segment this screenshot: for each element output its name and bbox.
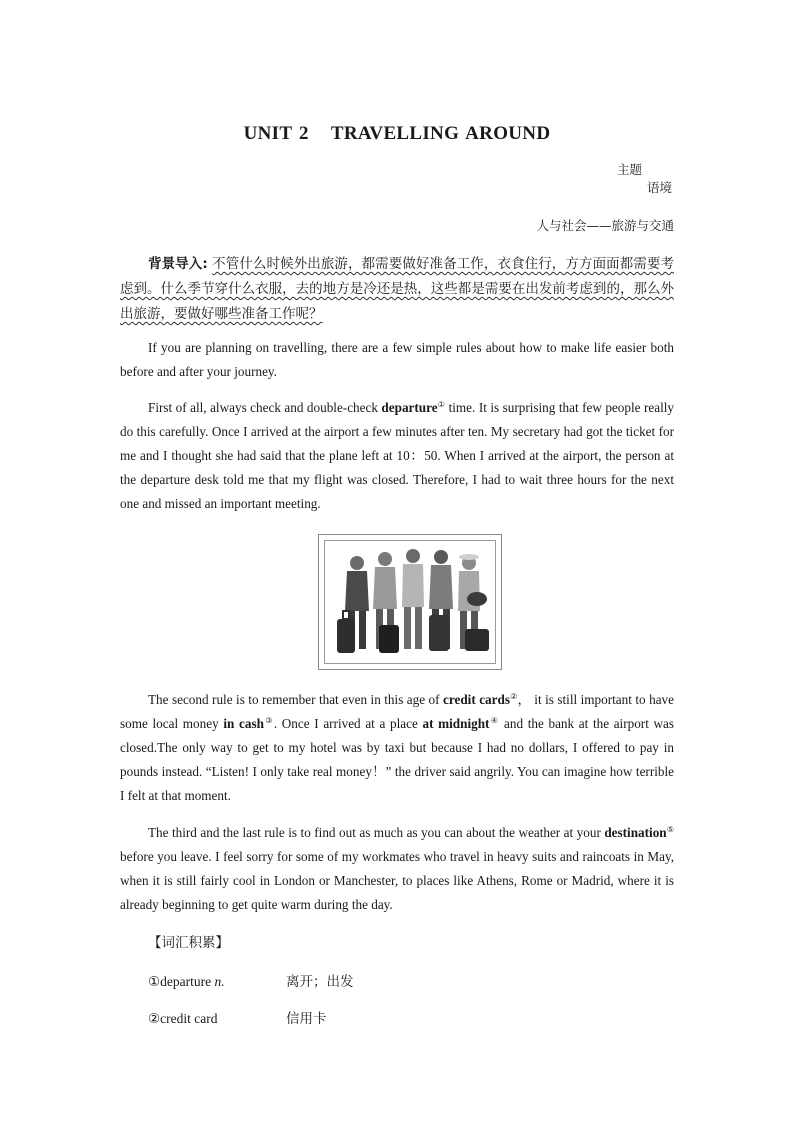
text-run: before you leave. I feel sorry for some of my workmates who travel in heavy suits and raincoats in May, when it is still fairly cool in London or Manchester, to places like Athens, Rome or Madrid, where it is already beginning to get quite warm during the day. [120, 849, 674, 912]
key-word: credit cards [443, 692, 510, 707]
context-label: 语境 [647, 180, 673, 195]
text-run: . Once I arrived at a place [273, 716, 423, 731]
vocab-pos: n. [214, 974, 225, 989]
text-run: and the bank at the airport was closed.The only way to get to my hotel was by taxi but because I had no dollars, I offered to pay in pounds instead. “Listen! I only take real money！” the driver said angrily. You can imagine how terrible I felt at that moment. [120, 716, 675, 803]
key-word: in cash [223, 716, 264, 731]
topic-label: 主题 [617, 162, 643, 177]
text-run: time. It is surprising that few people really do this carefully. Once I arrived at the airport a few minutes after ten. My secretary had got the ticket for me and I thought she had said that the plane left at 10：50. When I arrived at the airport, the person at the departure desk told me that my flight was closed. Therefore, I had to wait three hours for the next one and missed an important meeting. [120, 400, 674, 511]
vocab-term [148, 974, 286, 990]
intro-text: 不管什么时候外出旅游，都需要做好准备工作，衣食住行，方方面面都需要考虑到。什么季节穿什么衣服，去的地方是冷还是热，这些都是需要在出发前考虑到的，那么外出旅游，要做好哪些准备工作呢？ [120, 256, 675, 322]
vocab-heading: 【词汇积累】 [148, 935, 229, 951]
photo-frame [318, 534, 502, 670]
text-run: The third and the last rule is to find out as much as you can about the weather at your [148, 825, 605, 840]
vocab-number: ① [148, 974, 161, 989]
background-intro [120, 252, 674, 327]
unit-name: TRAVELLING AROUND [330, 123, 551, 144]
travellers-with-luggage-photo [324, 540, 496, 664]
vocab-item [148, 970, 354, 990]
note-mark: ② [509, 692, 518, 701]
vocab-word: credit card [160, 1011, 218, 1026]
intro-label: 背景导入: [148, 256, 208, 272]
unit-title [0, 123, 794, 145]
vocab-word: departure [160, 974, 212, 989]
note-mark: ⑤ [666, 825, 674, 834]
vocab-number: ② [148, 1011, 161, 1026]
paragraph-3 [120, 688, 674, 808]
text-run: ， it is still important to have some local money [120, 692, 674, 731]
vocab-term [148, 1011, 286, 1027]
paragraph-4 [120, 821, 674, 917]
vocab-meaning: 信用卡 [286, 1011, 327, 1027]
text-run: The second rule is to remember that even in this age of [148, 692, 444, 707]
theme-text: 人与社会——旅游与交通 [536, 218, 674, 233]
note-mark: ④ [489, 716, 500, 725]
note-mark: ③ [263, 716, 274, 725]
text-run: First of all, always check and double-check [148, 400, 382, 415]
vocab-meaning: 离开；出发 [286, 974, 354, 990]
vocab-item [148, 1007, 327, 1027]
key-word: departure [381, 400, 438, 415]
paragraph-1: If you are planning on travelling, there are a few simple rules about how to make life easier both before and after your journey. [120, 340, 674, 379]
key-word: at midnight [422, 716, 490, 731]
note-mark: ① [437, 400, 446, 409]
key-word: destination [604, 825, 667, 840]
paragraph-2 [120, 396, 674, 516]
unit-number: UNIT 2 [243, 123, 309, 144]
